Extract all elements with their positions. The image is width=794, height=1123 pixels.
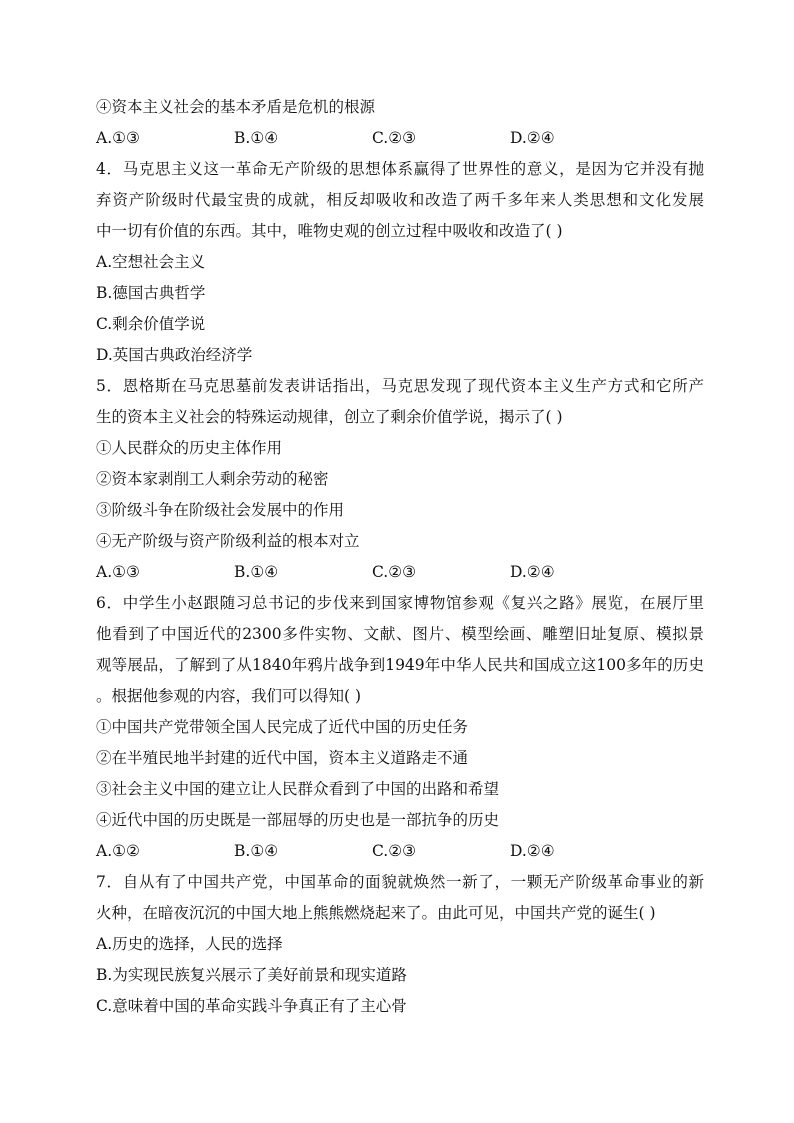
q6-option-d[interactable]: D.②④: [510, 842, 555, 860]
q4-stem-line-2: 弃资产阶级时代最宝贵的成就，相反却吸收和改造了两千多年来人类思想和文化发展: [96, 191, 704, 209]
q3-option-a[interactable]: A.①③: [96, 129, 140, 147]
q6-option-c[interactable]: C.②③: [372, 842, 417, 860]
q4-choice-a[interactable]: A.空想社会主义: [96, 253, 206, 271]
q6-stem-line-4: 。根据他参观的内容，我们可以得知( ): [96, 687, 362, 705]
q6-option-b[interactable]: B.①④: [234, 842, 279, 860]
q5-item-1: ①人民群众的历史主体作用: [96, 439, 283, 457]
q3-option-d[interactable]: D.②④: [510, 129, 555, 147]
q5-item-3: ③阶级斗争在阶级社会发展中的作用: [96, 501, 345, 519]
q6-item-2: ②在半殖民地半封建的近代中国，资本主义道路走不通: [96, 749, 469, 767]
q5-item-2: ②资本家剥削工人剩余劳动的秘密: [96, 470, 329, 488]
q6-stem-line-2: 他看到了中国近代的2300多件实物、文献、图片、模型绘画、雕塑旧址复原、模拟景: [96, 625, 704, 643]
q6-item-1: ①中国共产党带领全国人民完成了近代中国的历史任务: [96, 718, 469, 736]
q7-choice-a[interactable]: A.历史的选择，人民的选择: [96, 935, 283, 953]
q4-choice-c[interactable]: C.剩余价值学说: [96, 315, 206, 333]
q3-option-b[interactable]: B.①④: [234, 129, 279, 147]
q5-option-c[interactable]: C.②③: [372, 563, 417, 581]
q5-options: [96, 557, 704, 588]
q7-stem-line-2: 火种，在暗夜沉沉的中国大地上熊熊燃烧起来了。由此可见，中国共产党的诞生( ): [96, 904, 656, 922]
q5-item-4: ④无产阶级与资产阶级利益的根本对立: [96, 532, 360, 550]
q6-item-4: ④近代中国的历史既是一部屈辱的历史也是一部抗争的历史: [96, 811, 500, 829]
q3-options: [96, 123, 704, 154]
q5-option-d[interactable]: D.②④: [510, 563, 555, 581]
q4-choice-d[interactable]: D.英国古典政治经济学: [96, 346, 253, 364]
q7-choice-b[interactable]: B.为实现民族复兴展示了美好前景和现实道路: [96, 966, 407, 984]
q6-options: [96, 836, 704, 867]
q7-stem-line-1: 7．自从有了中国共产党，中国革命的面貌就焕然一新了，一颗无产阶级革命事业的新: [96, 873, 704, 891]
q3-option-c[interactable]: C.②③: [372, 129, 417, 147]
q4-choice-b[interactable]: B.德国古典哲学: [96, 284, 206, 302]
q4-stem-line-3: 中一切有价值的东西。其中，唯物史观的创立过程中吸收和改造了( ): [96, 222, 563, 240]
q6-item-3: ③社会主义中国的建立让人民群众看到了中国的出路和希望: [96, 780, 500, 798]
q5-option-a[interactable]: A.①③: [96, 563, 140, 581]
q6-option-a[interactable]: A.①②: [96, 842, 140, 860]
q7-choice-c[interactable]: C.意味着中国的革命实践斗争真正有了主心骨: [96, 997, 407, 1015]
q5-stem-line-1: 5．恩格斯在马克思墓前发表讲话指出，马克思发现了现代资本主义生产方式和它所产: [96, 377, 704, 395]
q5-option-b[interactable]: B.①④: [234, 563, 279, 581]
q6-stem-line-1: 6．中学生小赵跟随习总书记的步伐来到国家博物馆参观《复兴之路》展览，在展厅里: [96, 594, 704, 612]
q5-stem-line-2: 生的资本主义社会的特殊运动规律，创立了剩余价值学说，揭示了( ): [96, 408, 563, 426]
q3-item-4: ④资本主义社会的基本矛盾是危机的根源: [96, 98, 376, 116]
q4-stem-line-1: 4．马克思主义这一革命无产阶级的思想体系赢得了世界性的意义，是因为它并没有抛: [96, 160, 704, 178]
q6-stem-line-3: 观等展品，了解到了从1840年鸦片战争到1949年中华人民共和国成立这100多年的历史: [96, 656, 704, 674]
